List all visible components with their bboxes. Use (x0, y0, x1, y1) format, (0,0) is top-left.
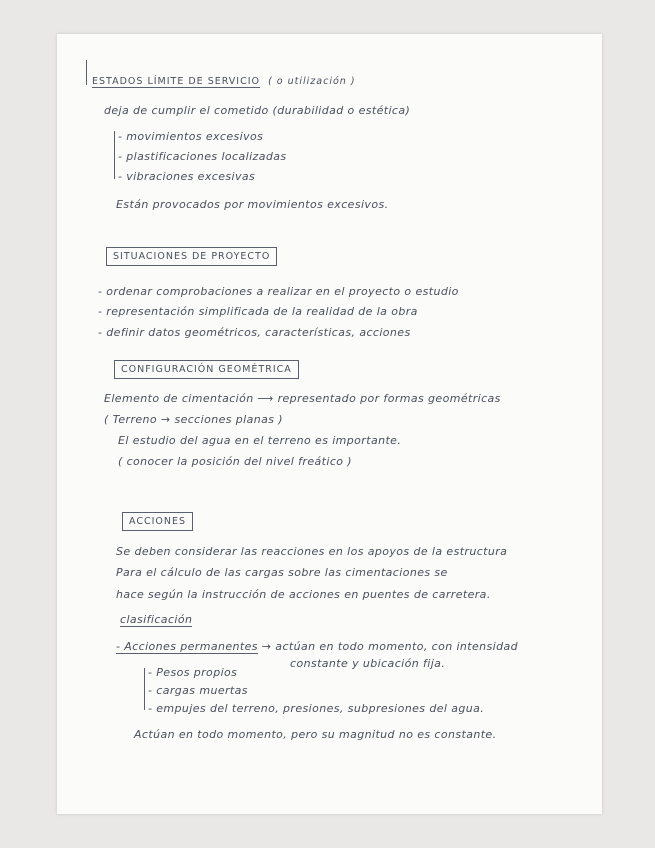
section-heading-situaciones: SITUACIONES DE PROYECTO (106, 247, 277, 266)
permanentes-label: - Acciones permanentes (116, 640, 258, 653)
permanentes-bracket (144, 668, 145, 710)
configuracion-line: ( Terreno → secciones planas ) (104, 413, 283, 426)
causes-note: Están provocados por movimientos excesivos. (116, 198, 389, 211)
section-heading-acciones: ACCIONES (122, 512, 193, 531)
page-title-aside: ( o utilización ) (268, 76, 356, 87)
title-bracket (86, 60, 87, 85)
situaciones-item: - representación simplificada de la realidad de la obra (98, 305, 418, 318)
permanentes-desc-continued: constante y ubicación fija. (290, 657, 446, 670)
acciones-note: Actúan en todo momento, pero su magnitud no es constante. (134, 728, 497, 741)
configuracion-line: El estudio del agua en el terreno es importante. (118, 434, 402, 447)
clasificacion-heading: clasificación (120, 613, 193, 626)
section-heading-configuracion: CONFIGURACIÓN GEOMÉTRICA (114, 360, 299, 379)
permanentes-item: - Pesos propios (148, 666, 238, 679)
causes-bracket (114, 131, 115, 179)
configuracion-line: ( conocer la posición del nivel freático ) (118, 455, 352, 468)
page-title-main: ESTADOS LÍMITE DE SERVICIO (92, 76, 261, 87)
situaciones-item: - definir datos geométricos, características, acciones (98, 326, 411, 339)
intro-text: deja de cumplir el cometido (durabilidad o estética) (104, 104, 411, 117)
configuracion-line: Elemento de cimentación ⟶ representado por formas geométricas (104, 392, 501, 405)
page-title (92, 76, 356, 87)
situaciones-item: - ordenar comprobaciones a realizar en el proyecto o estudio (98, 285, 459, 298)
acciones-line: hace según la instrucción de acciones en puentes de carretera. (116, 588, 491, 601)
acciones-line: Se deben considerar las reacciones en los apoyos de la estructura (116, 545, 508, 558)
permanentes-item: - empujes del terreno, presiones, subpresiones del agua. (148, 702, 485, 715)
cause-item: - movimientos excesivos (118, 130, 264, 143)
permanentes-row (116, 640, 518, 653)
acciones-line: Para el cálculo de las cargas sobre las cimentaciones se (116, 566, 448, 579)
cause-item: - vibraciones excesivas (118, 170, 256, 183)
permanentes-desc: → actúan en todo momento, con intensidad (261, 640, 519, 653)
permanentes-item: - cargas muertas (148, 684, 248, 697)
cause-item: - plastificaciones localizadas (118, 150, 287, 163)
